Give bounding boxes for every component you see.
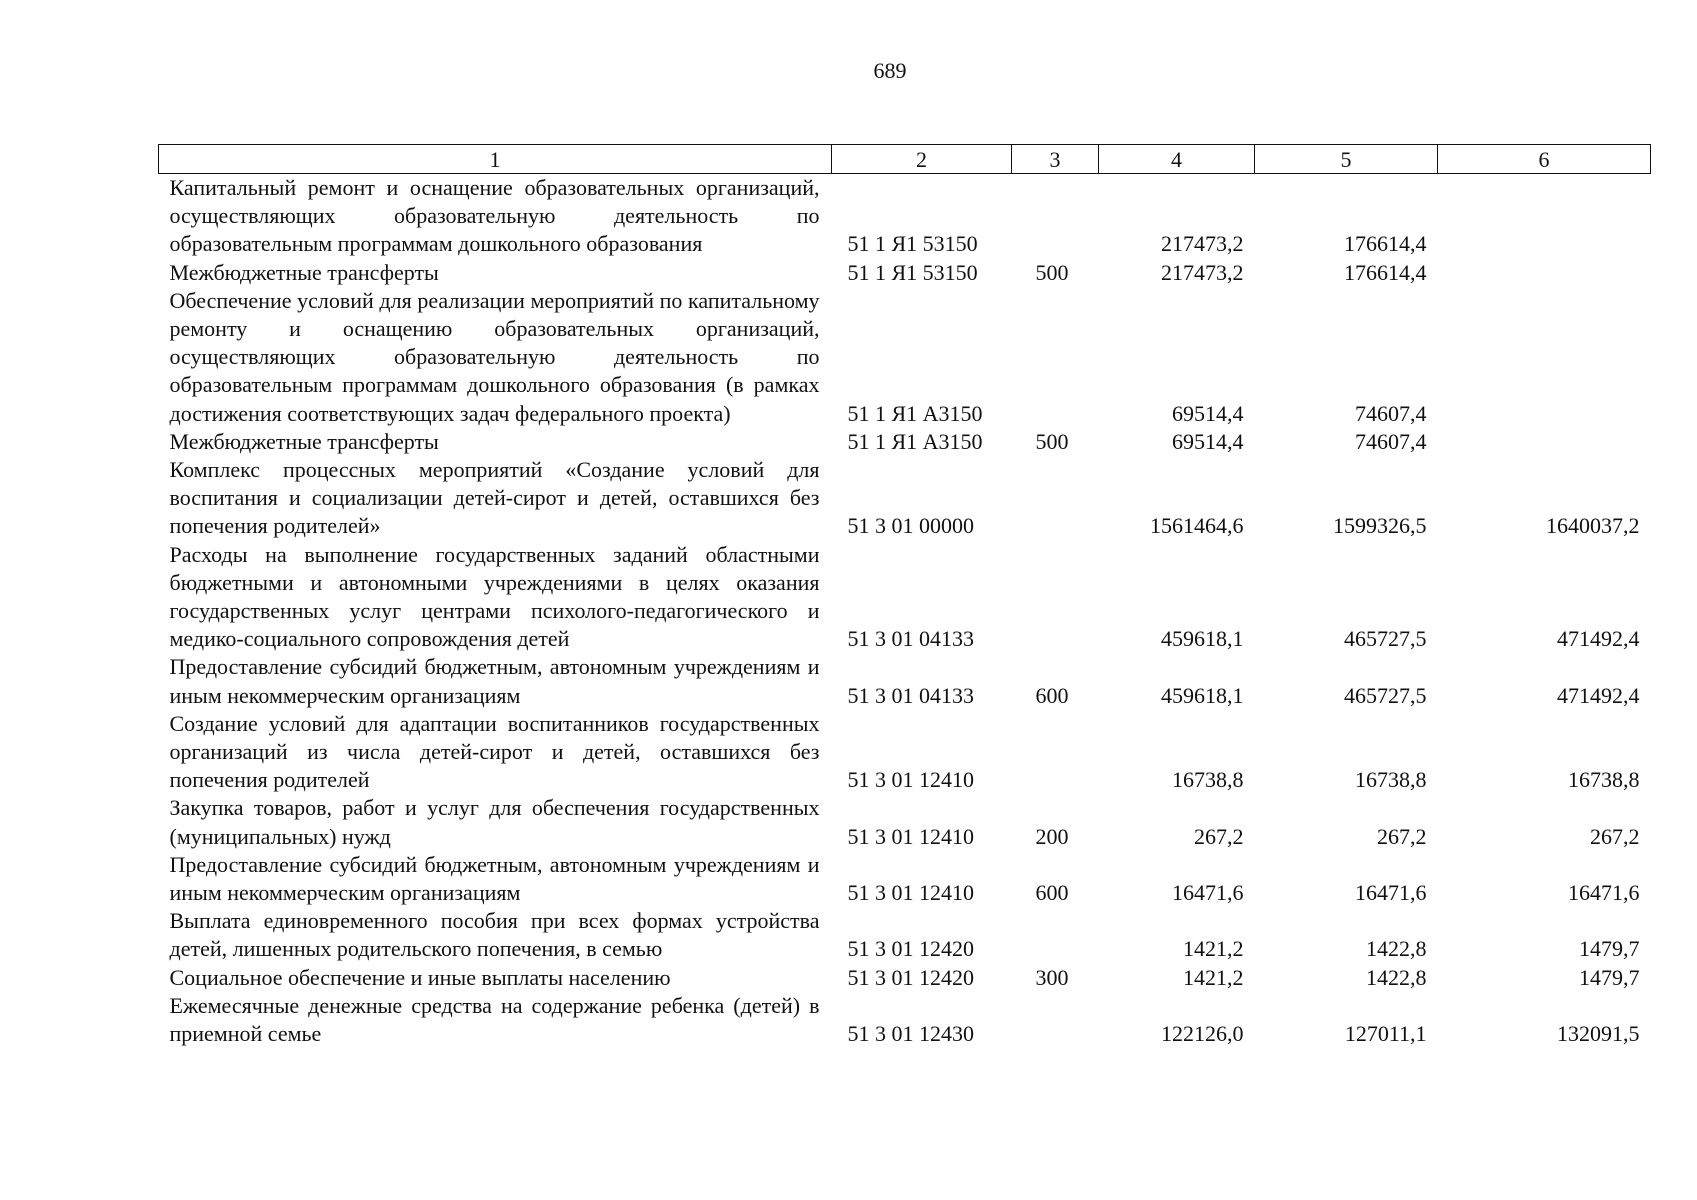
column-header-3: 3: [1012, 145, 1099, 174]
amount-col-4: 459618,1: [1161, 682, 1244, 708]
amount-col-5: 1422,8: [1366, 964, 1427, 990]
amount-col-6: 1640037,2: [1546, 513, 1640, 539]
amount-col-4: 69514,4: [1172, 428, 1244, 454]
column-header-2: 2: [832, 145, 1012, 174]
amount-col-5: 74607,4: [1355, 400, 1427, 426]
amount-col-5: 74607,4: [1355, 428, 1427, 454]
amount-col-6: 16738,8: [1568, 767, 1640, 793]
amount-col-6: 16471,6: [1568, 880, 1640, 906]
table-row: [159, 174, 1651, 259]
expense-type: [1012, 992, 1099, 1048]
amount-col-4: 16738,8: [1172, 767, 1244, 793]
amount-col-5: 176614,4: [1344, 259, 1427, 285]
expense-type: 600: [1035, 682, 1069, 708]
column-number-row: [159, 145, 1651, 174]
table-body: [159, 174, 1651, 1049]
table-header: [159, 145, 1651, 174]
target-code: 51 3 01 12410: [847, 880, 974, 906]
expense-type: 600: [1035, 880, 1069, 906]
expense-name: Предоставление субсидий бюджетным, автономным учреждениям и иным некоммерческим организациям: [169, 654, 820, 708]
amount-col-4: 1421,2: [1183, 936, 1244, 962]
expense-name: Ежемесячные денежные средства на содержание ребенка (детей) в приемной семье: [169, 992, 820, 1047]
table-row: [159, 794, 1651, 850]
column-header-6: 6: [1438, 145, 1651, 174]
expense-name: Предоставление субсидий бюджетным, автономным учреждениям и иным некоммерческим организациям: [169, 851, 820, 906]
table-row: [159, 287, 1651, 428]
table-row: [159, 710, 1651, 795]
column-header-1: 1: [159, 145, 832, 174]
column-header-4: 4: [1099, 145, 1255, 174]
amount-col-5: 267,2: [1377, 823, 1427, 849]
expense-name: Обеспечение условий для реализации мероприятий по капитальному ремонту и оснащению образовательных организаций, осуществляющих образовательную деятельность по образовательным программам дошкольного образования (в рамках достижения соответствующих задач федерального проекта): [169, 287, 820, 426]
expense-type: [1012, 907, 1099, 963]
amount-col-5: 127011,1: [1344, 1021, 1427, 1047]
expense-name: Расходы на выполнение государственных заданий областными бюджетными и автономными учреждениями в целях оказания государственных услуг центрами психолого-педагогического и медико-социального сопровождения детей: [169, 541, 820, 652]
target-code: 51 3 01 12420: [847, 936, 974, 962]
amount-col-4: 1421,2: [1183, 964, 1244, 990]
table-row: [159, 992, 1651, 1048]
amount-col-5: 176614,4: [1344, 231, 1427, 257]
target-code: 51 3 01 00000: [847, 513, 974, 539]
expense-name: Комплекс процессных мероприятий «Создание условий для воспитания и социализации детей-сирот и детей, оставшихся без попечения родителей»: [169, 457, 820, 539]
amount-col-6: [1438, 428, 1651, 456]
expense-name: Межбюджетные трансферты: [169, 428, 439, 454]
amount-col-6: 132091,5: [1557, 1021, 1640, 1047]
amount-col-6: 471492,4: [1557, 626, 1640, 652]
amount-col-6: [1438, 287, 1651, 428]
expense-name: Закупка товаров, работ и услуг для обеспечения государственных (муниципальных) нужд: [169, 795, 820, 849]
amount-col-4: 217473,2: [1161, 231, 1244, 257]
expense-name: Социальное обеспечение и иные выплаты населению: [169, 964, 671, 990]
amount-col-6: 471492,4: [1557, 682, 1640, 708]
target-code: 51 3 01 12410: [847, 767, 974, 793]
amount-col-4: 69514,4: [1172, 400, 1244, 426]
target-code: 51 3 01 12430: [847, 1021, 974, 1047]
expense-type: 500: [1035, 259, 1069, 285]
target-code: 51 3 01 12420: [847, 964, 974, 990]
target-code: 51 1 Я1 53150: [847, 231, 978, 257]
amount-col-6: 1479,7: [1579, 964, 1640, 990]
amount-col-5: 16738,8: [1355, 767, 1427, 793]
expense-name: Создание условий для адаптации воспитанников государственных организаций из числа детей-сирот и детей, оставшихся без попечения родителей: [169, 710, 820, 793]
table-row: [159, 259, 1651, 287]
amount-col-4: 217473,2: [1161, 259, 1244, 285]
table-row: [159, 653, 1651, 709]
expense-name: Капитальный ремонт и оснащение образовательных организаций, осуществляющих образовательную деятельность по образовательным программам дошкольного образования: [169, 175, 820, 257]
expense-type: [1012, 541, 1099, 654]
table-row: [159, 541, 1651, 654]
amount-col-4: 122126,0: [1161, 1021, 1244, 1047]
amount-col-5: 1422,8: [1366, 936, 1427, 962]
amount-col-5: 1599326,5: [1333, 513, 1427, 539]
table-row: [159, 456, 1651, 541]
expense-name: Выплата единовременного пособия при всех формах устройства детей, лишенных родительского попечения, в семью: [169, 908, 820, 962]
amount-col-4: 267,2: [1194, 823, 1244, 849]
expense-type: [1012, 456, 1099, 541]
amount-col-4: 1561464,6: [1150, 513, 1244, 539]
table-row: [159, 907, 1651, 963]
amount-col-6: 1479,7: [1579, 936, 1640, 962]
amount-col-4: 16471,6: [1172, 880, 1244, 906]
amount-col-5: 16471,6: [1355, 880, 1427, 906]
target-code: 51 3 01 12410: [847, 823, 974, 849]
expense-type: 300: [1035, 964, 1069, 990]
expense-type: 200: [1035, 823, 1069, 849]
amount-col-6: 267,2: [1590, 823, 1640, 849]
target-code: 51 3 01 04133: [847, 682, 974, 708]
expense-type: [1012, 287, 1099, 428]
budget-table: [158, 144, 1651, 1048]
expense-type: [1012, 174, 1099, 259]
target-code: 51 3 01 04133: [847, 626, 974, 652]
target-code: 51 1 Я1 53150: [847, 259, 978, 285]
amount-col-5: 465727,5: [1344, 626, 1427, 652]
table-row: [159, 428, 1651, 456]
amount-col-6: [1438, 174, 1651, 259]
expense-name: Межбюджетные трансферты: [169, 259, 439, 285]
table-row: [159, 964, 1651, 992]
page-number: 689: [873, 58, 907, 83]
target-code: 51 1 Я1 А3150: [847, 400, 983, 426]
expense-type: 500: [1035, 428, 1069, 454]
target-code: 51 1 Я1 А3150: [847, 428, 983, 454]
amount-col-6: [1438, 259, 1651, 287]
amount-col-5: 465727,5: [1344, 682, 1427, 708]
amount-col-4: 459618,1: [1161, 626, 1244, 652]
expense-type: [1012, 710, 1099, 795]
table-row: [159, 851, 1651, 907]
column-header-5: 5: [1255, 145, 1438, 174]
